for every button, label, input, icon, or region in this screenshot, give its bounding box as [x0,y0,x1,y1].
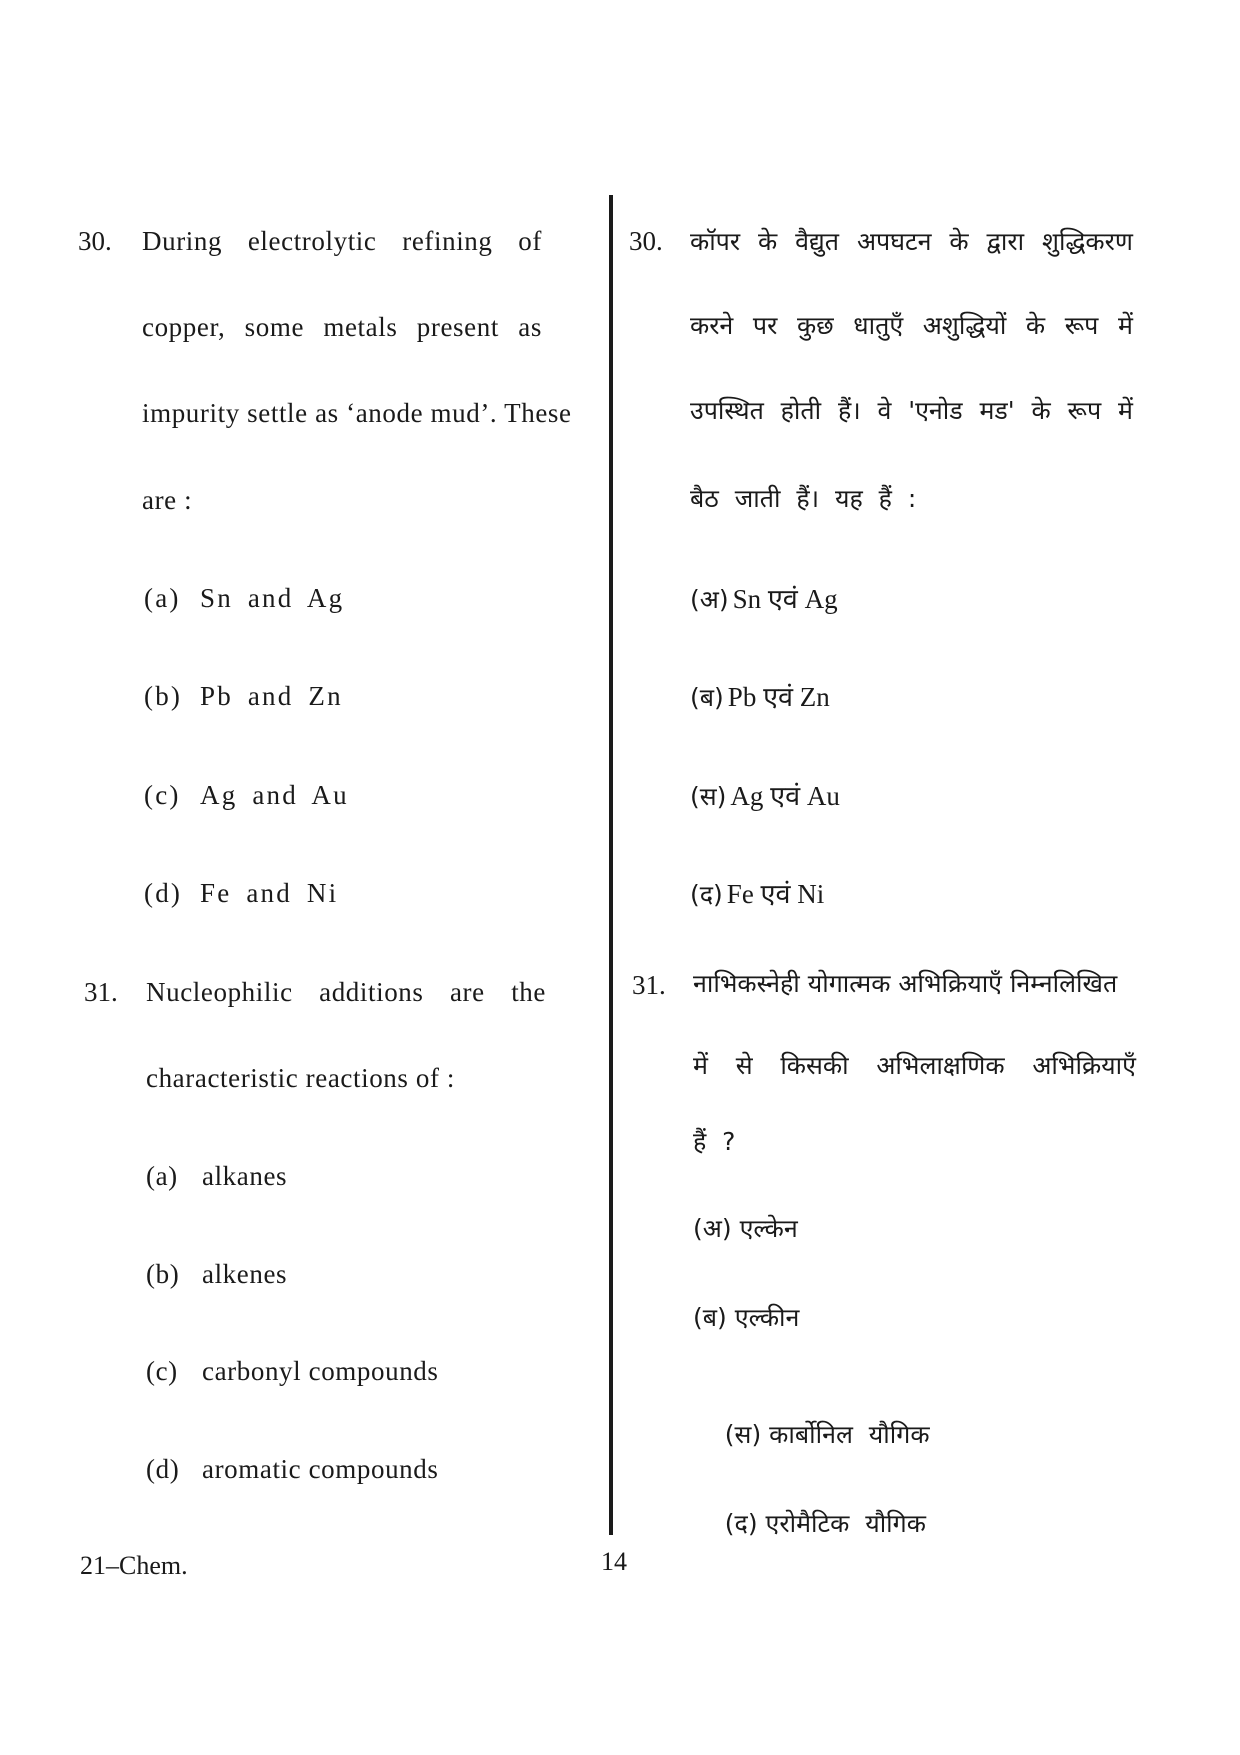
question-text-line: During electrolytic refining of [142,226,542,256]
option-c[interactable]: (स) कार्बोनिल यौगिक [724,1420,930,1449]
option-d[interactable]: (द) Fe एवं Ni [690,879,825,909]
question-text-line: copper, some metals present as [142,312,542,342]
option-c[interactable]: (c) carbonyl compounds [146,1356,439,1386]
option-a[interactable]: (अ) Sn एवं Ag [690,584,838,614]
question-text-line: बैठ जाती हैं। यह हैं : [690,484,917,513]
question-text-line: impurity settle as ‘anode mud’. These [142,398,572,428]
option-b[interactable]: (b) alkenes [146,1259,288,1289]
option-b[interactable]: (ब) एल्कीन [693,1303,800,1332]
option-a[interactable]: (अ) एल्केन [693,1214,798,1243]
question-text-line: उपस्थित होती हैं। वे 'एनोड मड' के रूप में [690,396,1133,425]
option-c[interactable]: (स) Ag एवं Au [690,781,840,811]
question-text-line: हैं ? [693,1127,736,1156]
question-number: 31. [632,970,666,1000]
question-text-line: Nucleophilic additions are the [146,977,546,1007]
question-number: 30. [78,226,112,256]
column-divider [609,195,613,1535]
page-number: 14 [601,1547,627,1576]
paper-code: 21–Chem. [80,1551,188,1580]
question-text-line: characteristic reactions of : [146,1063,455,1093]
question-text-line: में से किसकी अभिलाक्षणिक अभिक्रियाएँ [693,1051,1136,1080]
question-number: 31. [84,977,118,1007]
option-d[interactable]: (d) aromatic compounds [146,1454,439,1484]
question-text-line: कॉपर के वैद्युत अपघटन के द्वारा शुद्धिकरण [690,227,1133,256]
question-number: 30. [629,226,663,256]
option-b[interactable]: (b) Pb and Zn [144,681,343,711]
option-c[interactable]: (c) Ag and Au [144,780,349,810]
option-a[interactable]: (a) alkanes [146,1161,288,1191]
question-text-line: are : [142,485,193,515]
question-text-line: करने पर कुछ धातुएँ अशुद्धियों के रूप में [690,311,1133,340]
question-text-line: नाभिकस्नेही योगात्मक अभिक्रियाएँ निम्नलिखित [693,969,1118,998]
option-b[interactable]: (ब) Pb एवं Zn [690,682,830,712]
option-d[interactable]: (द) एरोमैटिक यौगिक [724,1509,926,1538]
option-a[interactable]: (a) Sn and Ag [144,583,345,613]
option-d[interactable]: (d) Fe and Ni [144,878,339,908]
